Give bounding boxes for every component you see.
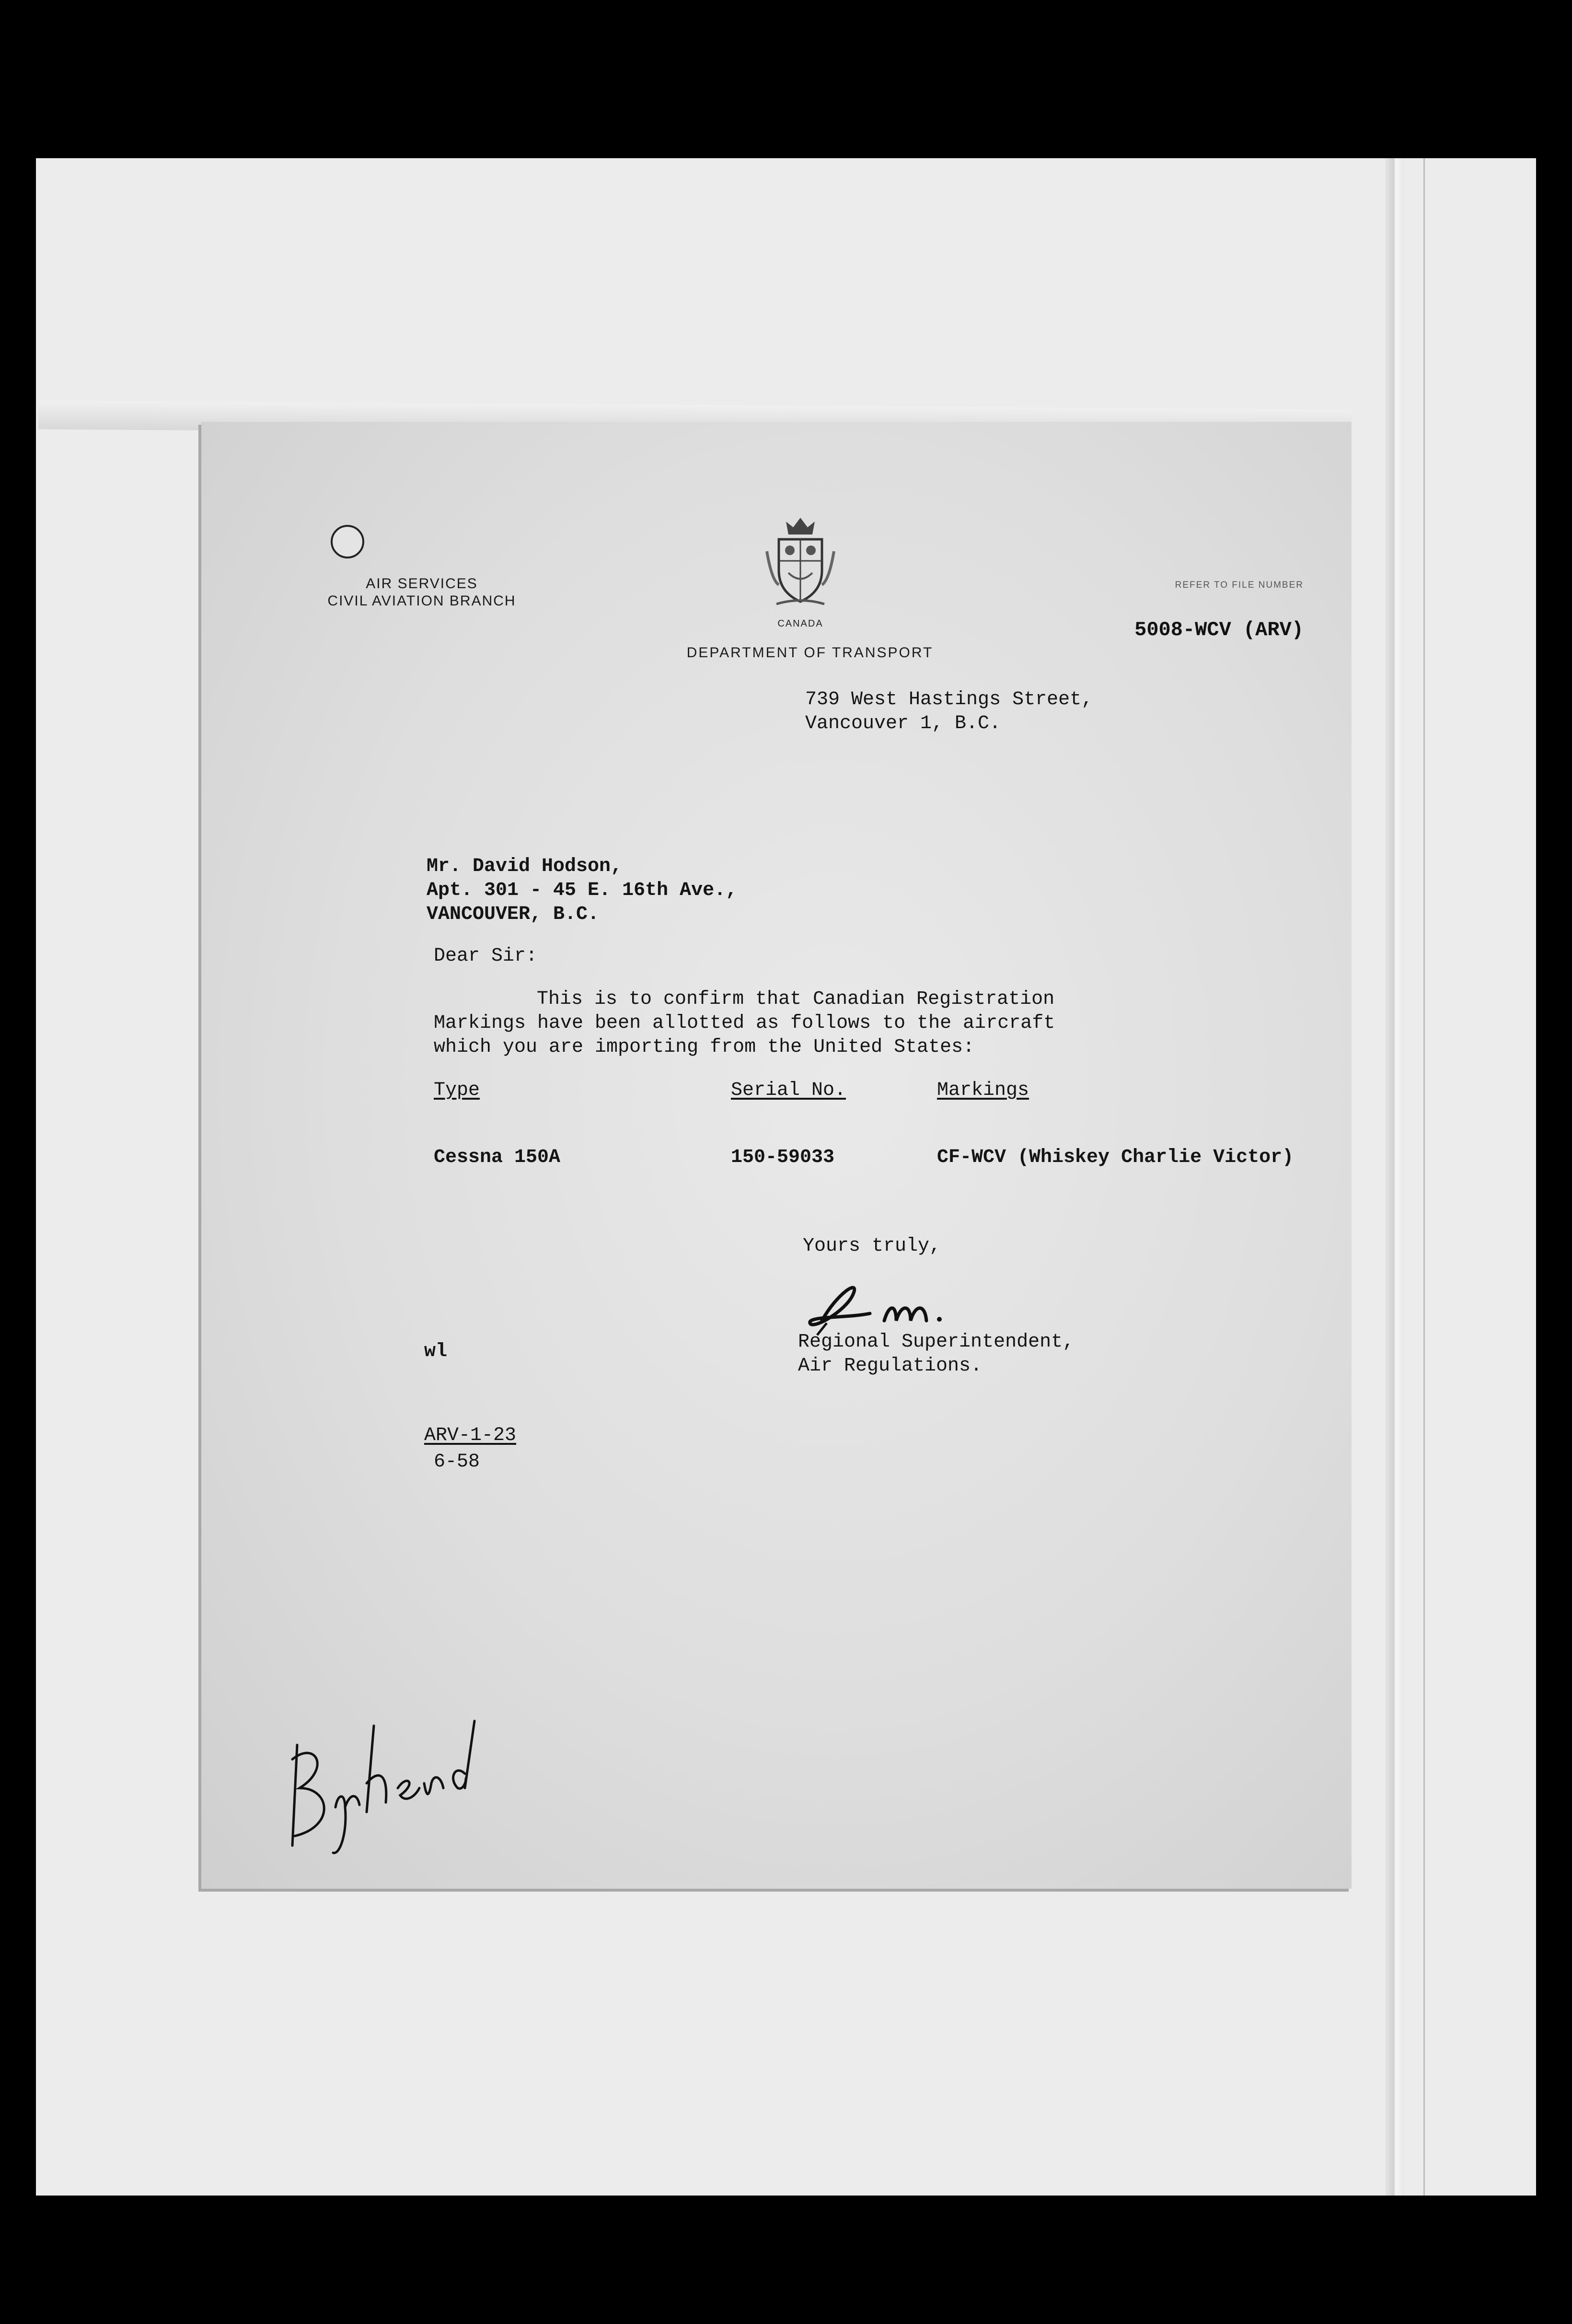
branch-line-1: AIR SERVICES (366, 576, 478, 592)
punch-hole (331, 525, 364, 558)
table-cell-type: Cessna 150A (434, 1147, 561, 1168)
sender-address-line-1: 739 West Hastings Street, (805, 689, 1093, 710)
table-header-markings: Markings (937, 1080, 1029, 1101)
form-ref-date: 6-58 (434, 1451, 480, 1473)
body-line-3: which you are importing from the United States: (434, 1036, 975, 1058)
mount-fold (1385, 158, 1404, 2196)
signatory-dept: Air Regulations. (798, 1355, 982, 1377)
recipient-line-3: VANCOUVER, B.C. (427, 904, 600, 925)
salutation: Dear Sir: (434, 945, 538, 967)
body-line-1: This is to confirm that Canadian Registration (537, 988, 1055, 1010)
handwritten-note (278, 1716, 489, 1860)
signatory-title: Regional Superintendent, (798, 1331, 1075, 1353)
letter-sheet (201, 422, 1352, 1889)
signature-mark (793, 1275, 975, 1337)
typist-initials: wl (424, 1341, 448, 1362)
table-cell-markings: CF-WCV (Whiskey Charlie Victor) (937, 1147, 1294, 1168)
branch-header (297, 575, 546, 610)
department-label: DEPARTMENT OF TRANSPORT (686, 645, 934, 661)
country-label: CANADA (777, 618, 823, 629)
body-line-2: Markings have been allotted as follows to the aircraft (434, 1012, 1055, 1034)
recipient-line-2: Apt. 301 - 45 E. 16th Ave., (427, 880, 738, 901)
closing: Yours truly, (803, 1235, 941, 1257)
mount-fold-line (1423, 158, 1425, 2196)
recipient-line-1: Mr. David Hodson, (427, 856, 623, 877)
form-ref-code: ARV-1-23 (424, 1425, 517, 1446)
table-header-type: Type (434, 1080, 480, 1101)
branch-line-2: CIVIL AVIATION BRANCH (327, 593, 516, 609)
canada-crest-icon (762, 513, 839, 609)
table-header-serial: Serial No. (731, 1080, 846, 1101)
refer-label: REFER TO FILE NUMBER (1175, 580, 1304, 590)
file-number: 5008-WCV (ARV) (1134, 618, 1304, 641)
table-cell-serial: 150-59033 (731, 1147, 835, 1168)
sender-address-line-2: Vancouver 1, B.C. (805, 713, 1001, 734)
